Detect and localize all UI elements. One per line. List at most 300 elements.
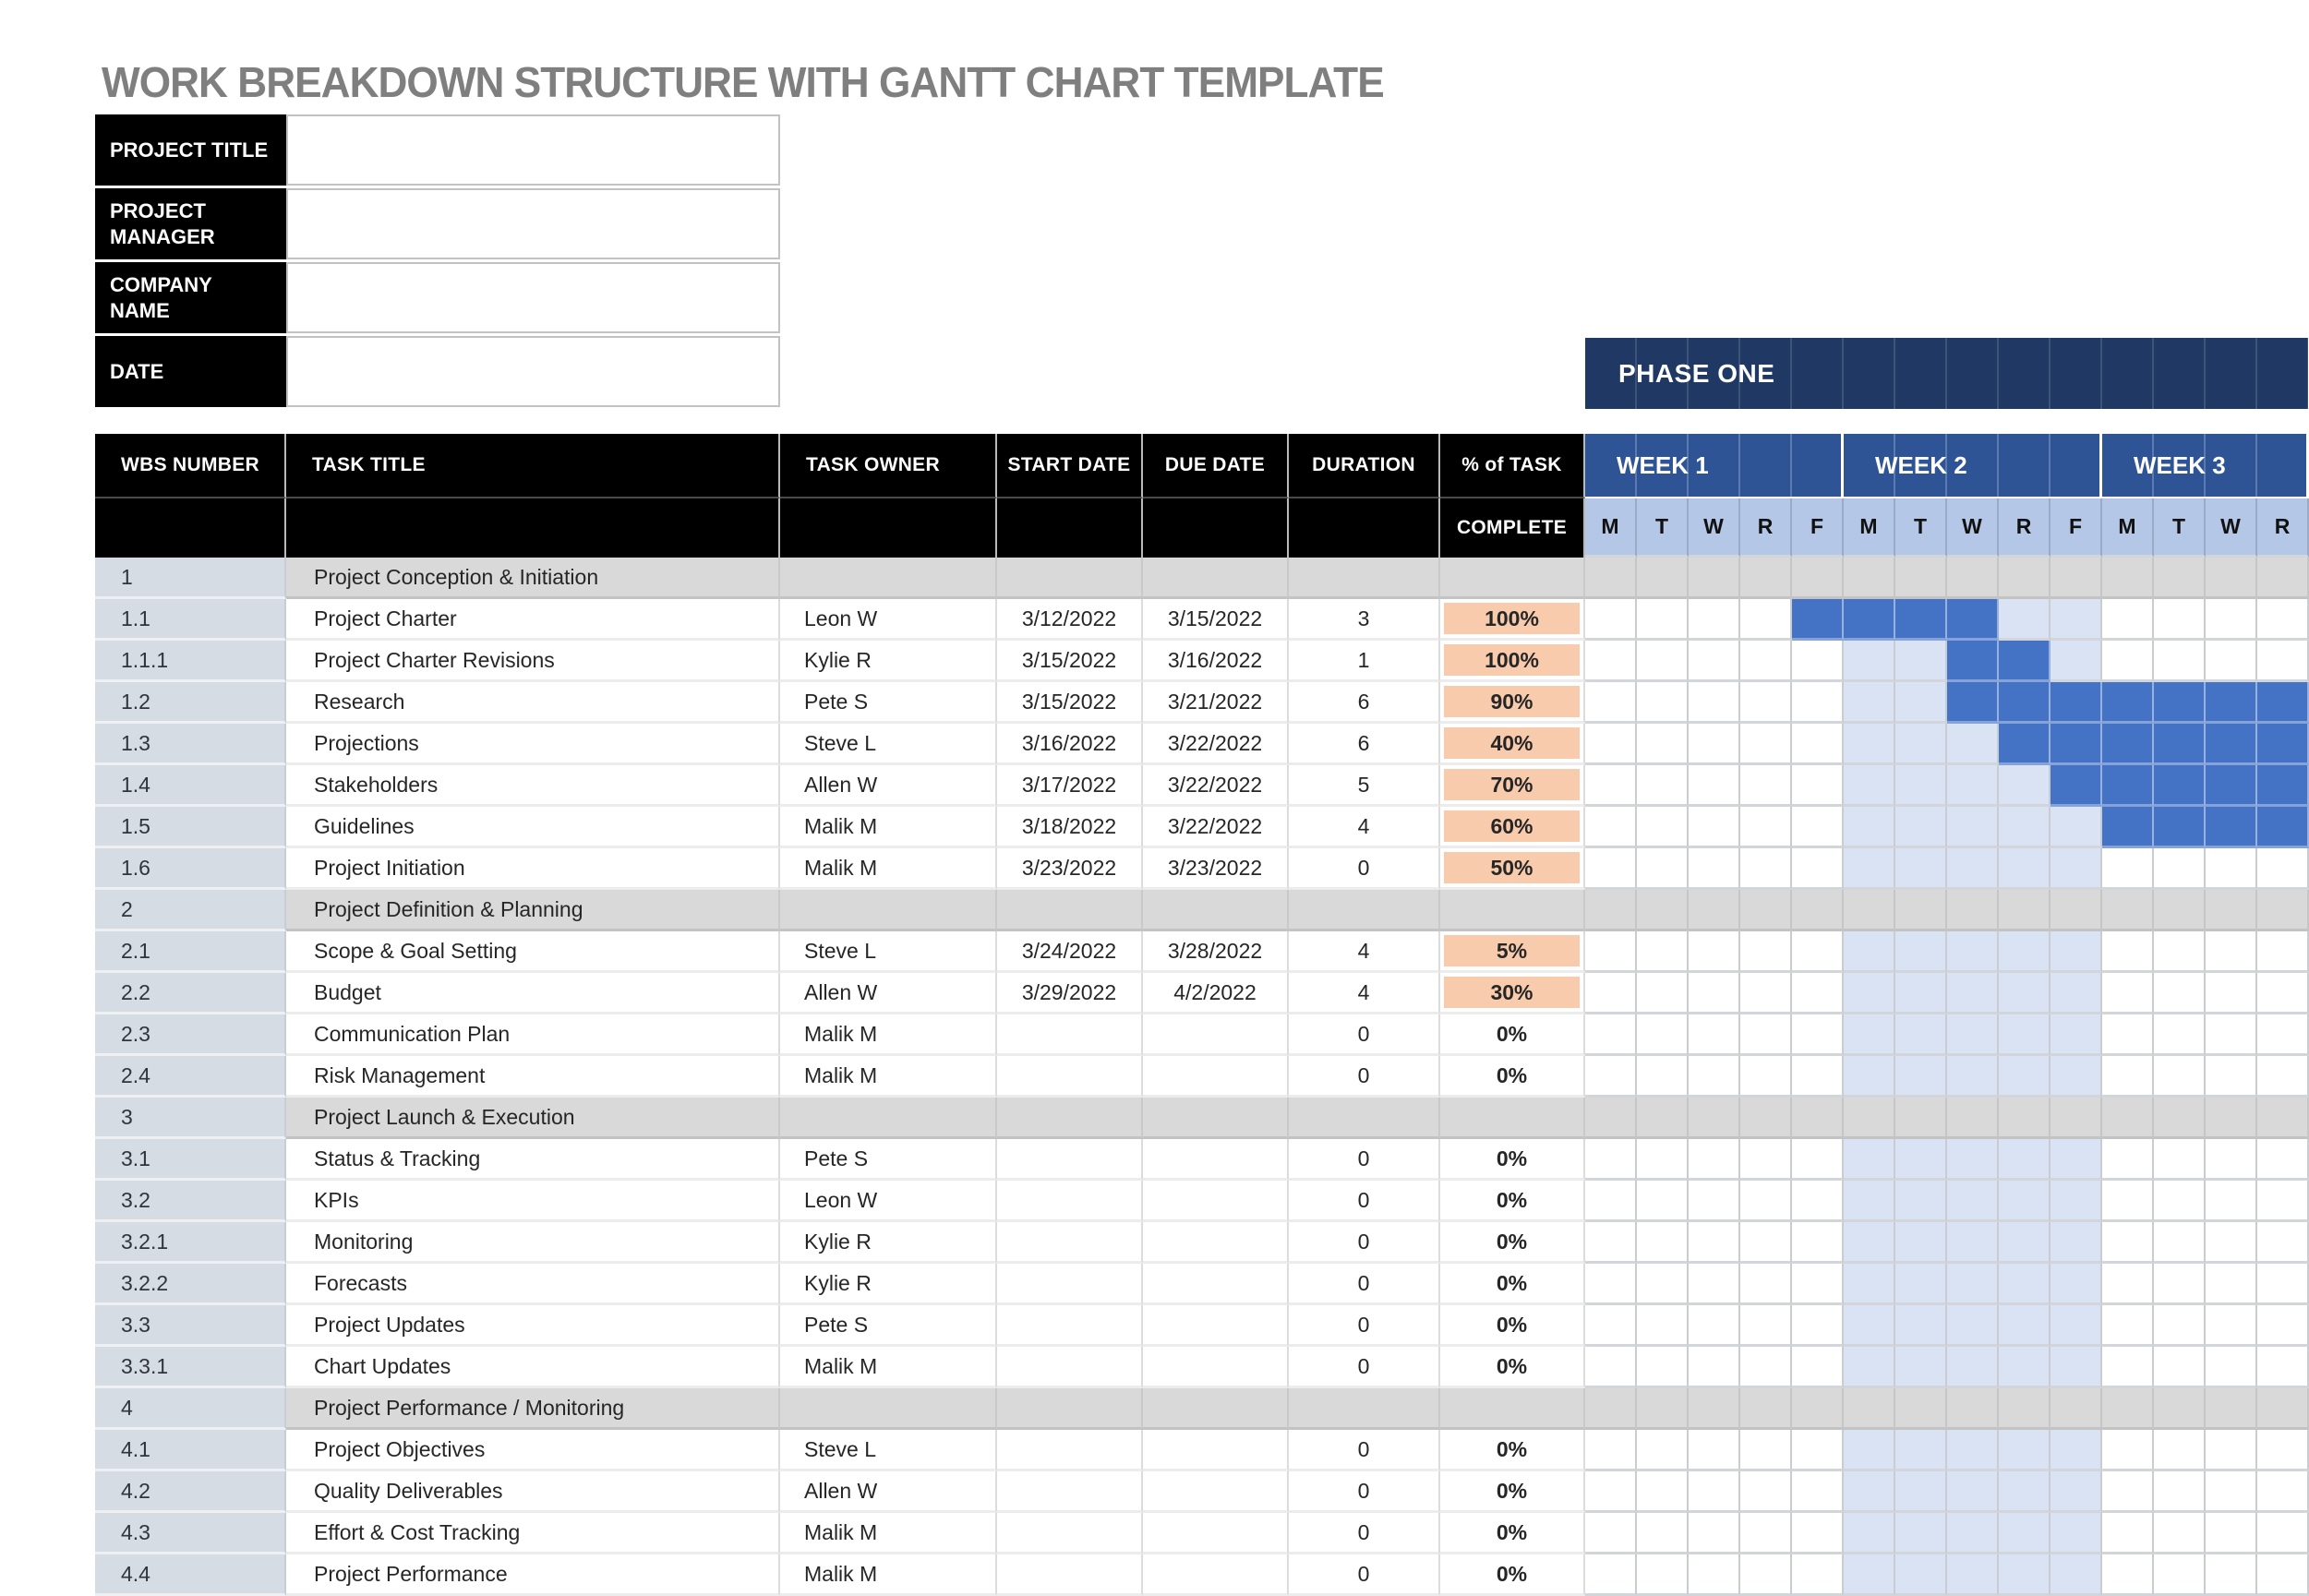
gantt-section-cell (2102, 1388, 2154, 1430)
gantt-section-cell (1947, 558, 1999, 599)
gantt-cell (1585, 1139, 1637, 1181)
gantt-band-cell (2050, 1222, 2102, 1264)
task-owner-cell[interactable]: Leon W (780, 1181, 997, 1222)
wbs-cell[interactable]: 4 (95, 1388, 286, 1430)
gantt-cell (1585, 682, 1637, 724)
gantt-cell (1637, 848, 1689, 890)
gantt-cell (1792, 1056, 1844, 1098)
wbs-cell[interactable]: 3.2.2 (95, 1264, 286, 1305)
task-title-cell[interactable]: Risk Management (286, 1056, 780, 1098)
percent-complete-cell[interactable] (1440, 1098, 1585, 1139)
task-owner-cell[interactable]: Pete S (780, 682, 997, 724)
gantt-band-cell (1999, 931, 2050, 973)
percent-complete-cell[interactable]: 0% (1440, 1056, 1585, 1098)
percent-complete-cell[interactable] (1440, 1388, 1585, 1430)
task-owner-cell[interactable]: Allen W (780, 1471, 997, 1513)
gantt-bar-cell (2154, 682, 2206, 724)
task-owner-cell[interactable]: Malik M (780, 807, 997, 848)
gantt-bar-cell (2102, 682, 2154, 724)
task-title-cell[interactable]: Project Charter Revisions (286, 641, 780, 682)
gantt-section-cell (1947, 1098, 1999, 1139)
task-owner-cell[interactable]: Malik M (780, 1056, 997, 1098)
gantt-cell (1637, 1056, 1689, 1098)
task-owner-cell[interactable]: Allen W (780, 765, 997, 807)
column-header-complete: COMPLETE (1440, 498, 1585, 558)
due-date-cell[interactable]: 3/15/2022 (1143, 599, 1289, 641)
due-date-cell[interactable] (1143, 558, 1289, 599)
gantt-bar-cell (2257, 807, 2309, 848)
due-date-cell[interactable] (1143, 1056, 1289, 1098)
task-owner-cell[interactable]: Malik M (780, 1513, 997, 1554)
duration-cell[interactable]: 6 (1289, 724, 1440, 765)
duration-cell[interactable]: 3 (1289, 599, 1440, 641)
due-date-cell[interactable] (1143, 1098, 1289, 1139)
gantt-band-cell (1895, 1554, 1947, 1596)
task-owner-cell[interactable]: Malik M (780, 1554, 997, 1596)
percent-complete-cell[interactable]: 40% (1440, 724, 1585, 765)
gantt-section-cell (1844, 558, 1895, 599)
info-label-project-manager: PROJECT MANAGER (95, 188, 286, 259)
task-title-cell[interactable]: Guidelines (286, 807, 780, 848)
gantt-cell (1689, 724, 1740, 765)
gantt-cell (2206, 931, 2257, 973)
gantt-cell (1585, 765, 1637, 807)
start-date-cell[interactable]: 3/15/2022 (997, 641, 1143, 682)
start-date-cell[interactable]: 3/29/2022 (997, 973, 1143, 1014)
percent-complete-cell[interactable]: 0% (1440, 1139, 1585, 1181)
gantt-band-cell (1895, 807, 1947, 848)
due-date-cell[interactable]: 3/16/2022 (1143, 641, 1289, 682)
due-date-cell[interactable]: 3/22/2022 (1143, 765, 1289, 807)
gantt-cell (1689, 1181, 1740, 1222)
gantt-section-cell (1689, 890, 1740, 931)
task-owner-cell[interactable]: Leon W (780, 599, 997, 641)
column-header-blank-4 (1143, 498, 1289, 558)
due-date-cell[interactable] (1143, 1513, 1289, 1554)
percent-complete-cell[interactable]: 100% (1440, 641, 1585, 682)
due-date-cell[interactable]: 3/22/2022 (1143, 807, 1289, 848)
wbs-cell[interactable]: 1.1 (95, 599, 286, 641)
gantt-band-cell (1844, 1014, 1895, 1056)
wbs-cell[interactable]: 1.4 (95, 765, 286, 807)
day-header-week2-t: T (1895, 498, 1947, 558)
start-date-cell[interactable] (997, 1264, 1143, 1305)
info-value-date[interactable] (286, 336, 780, 407)
wbs-cell[interactable]: 1.2 (95, 682, 286, 724)
task-owner-cell[interactable]: Kylie R (780, 1222, 997, 1264)
task-title-cell[interactable]: Forecasts (286, 1264, 780, 1305)
task-title-cell[interactable]: Projections (286, 724, 780, 765)
duration-cell[interactable]: 4 (1289, 807, 1440, 848)
start-date-cell[interactable] (997, 1513, 1143, 1554)
gantt-cell (2102, 1014, 2154, 1056)
task-title-cell[interactable]: Project Charter (286, 599, 780, 641)
duration-cell[interactable] (1289, 890, 1440, 931)
duration-cell[interactable]: 0 (1289, 1056, 1440, 1098)
gantt-band-cell (1844, 1347, 1895, 1388)
start-date-cell[interactable]: 3/24/2022 (997, 931, 1143, 973)
gantt-cell (2206, 973, 2257, 1014)
section-title-cell[interactable]: Project Performance / Monitoring (286, 1388, 780, 1430)
task-title-cell[interactable]: Communication Plan (286, 1014, 780, 1056)
phase-one-label: PHASE ONE (1618, 358, 1775, 388)
gantt-cell (1689, 931, 1740, 973)
start-date-cell[interactable]: 3/23/2022 (997, 848, 1143, 890)
duration-cell[interactable]: 5 (1289, 765, 1440, 807)
gantt-cell (1637, 1305, 1689, 1347)
task-owner-cell[interactable]: Pete S (780, 1305, 997, 1347)
gantt-section-cell (2154, 1388, 2206, 1430)
gantt-cell (1637, 1014, 1689, 1056)
start-date-cell[interactable] (997, 1139, 1143, 1181)
gantt-band-cell (1895, 848, 1947, 890)
percent-complete-cell[interactable]: 0% (1440, 1513, 1585, 1554)
percent-complete-cell[interactable]: 70% (1440, 765, 1585, 807)
gantt-band-cell (2050, 1430, 2102, 1471)
gantt-bar-cell (2206, 682, 2257, 724)
start-date-cell[interactable] (997, 1014, 1143, 1056)
task-owner-cell[interactable]: Steve L (780, 1430, 997, 1471)
week-header-3: WEEK 3 (2102, 434, 2309, 498)
info-value-project-manager[interactable] (286, 188, 780, 259)
start-date-cell[interactable] (997, 1098, 1143, 1139)
gantt-cell (1792, 765, 1844, 807)
start-date-cell[interactable] (997, 1056, 1143, 1098)
task-title-cell[interactable]: Chart Updates (286, 1347, 780, 1388)
task-title-cell[interactable]: Research (286, 682, 780, 724)
day-header-week3-m: M (2102, 498, 2154, 558)
info-value-project-title[interactable] (286, 114, 780, 186)
wbs-cell[interactable]: 3 (95, 1098, 286, 1139)
gantt-band-cell (1844, 1056, 1895, 1098)
percent-complete-cell[interactable]: 0% (1440, 1471, 1585, 1513)
duration-cell[interactable]: 1 (1289, 641, 1440, 682)
wbs-cell[interactable]: 4.1 (95, 1430, 286, 1471)
duration-cell[interactable]: 0 (1289, 1181, 1440, 1222)
percent-complete-cell[interactable] (1440, 558, 1585, 599)
gantt-band-cell (1844, 1264, 1895, 1305)
gantt-cell (2206, 1347, 2257, 1388)
gantt-band-cell (1999, 1014, 2050, 1056)
start-date-cell[interactable]: 3/15/2022 (997, 682, 1143, 724)
start-date-cell[interactable] (997, 1347, 1143, 1388)
day-header-week1-r: R (1740, 498, 1792, 558)
gantt-section-cell (1999, 1098, 2050, 1139)
column-header-blank-0 (95, 498, 286, 558)
percent-complete-cell[interactable]: 0% (1440, 1430, 1585, 1471)
section-title-cell[interactable]: Project Conception & Initiation (286, 558, 780, 599)
duration-cell[interactable]: 0 (1289, 1305, 1440, 1347)
due-date-cell[interactable] (1143, 1347, 1289, 1388)
duration-cell[interactable]: 0 (1289, 1430, 1440, 1471)
percent-complete-cell[interactable]: 0% (1440, 1347, 1585, 1388)
due-date-cell[interactable] (1143, 1181, 1289, 1222)
week-header-2: WEEK 2 (1844, 434, 2102, 498)
task-owner-cell[interactable]: Kylie R (780, 641, 997, 682)
gantt-cell (1585, 807, 1637, 848)
gantt-band-cell (1947, 931, 1999, 973)
gantt-section-cell (1585, 1388, 1637, 1430)
wbs-cell[interactable]: 4.4 (95, 1554, 286, 1596)
duration-cell[interactable]: 0 (1289, 1513, 1440, 1554)
gantt-band-cell (1999, 599, 2050, 641)
gantt-band-cell (2050, 1554, 2102, 1596)
task-title-cell[interactable]: Effort & Cost Tracking (286, 1513, 780, 1554)
task-title-cell[interactable]: KPIs (286, 1181, 780, 1222)
percent-complete-cell[interactable]: 0% (1440, 1014, 1585, 1056)
task-title-cell[interactable]: Status & Tracking (286, 1139, 780, 1181)
duration-cell[interactable]: 4 (1289, 931, 1440, 973)
due-date-cell[interactable] (1143, 890, 1289, 931)
task-owner-cell[interactable]: Kylie R (780, 1264, 997, 1305)
due-date-cell[interactable] (1143, 1471, 1289, 1513)
task-title-cell[interactable]: Monitoring (286, 1222, 780, 1264)
start-date-cell[interactable] (997, 1471, 1143, 1513)
gantt-cell (2206, 641, 2257, 682)
duration-cell[interactable] (1289, 1098, 1440, 1139)
gantt-cell (1585, 724, 1637, 765)
task-owner-cell[interactable]: Pete S (780, 1139, 997, 1181)
wbs-cell[interactable]: 4.2 (95, 1471, 286, 1513)
gantt-bar-cell (2257, 724, 2309, 765)
gantt-band-cell (1895, 1471, 1947, 1513)
wbs-cell[interactable]: 3.1 (95, 1139, 286, 1181)
task-title-cell[interactable]: Budget (286, 973, 780, 1014)
section-title-cell[interactable]: Project Launch & Execution (286, 1098, 780, 1139)
wbs-cell[interactable]: 1.6 (95, 848, 286, 890)
task-owner-cell[interactable]: Steve L (780, 724, 997, 765)
gantt-section-cell (2050, 1098, 2102, 1139)
percent-complete-cell[interactable]: 0% (1440, 1264, 1585, 1305)
gantt-cell (1792, 1139, 1844, 1181)
gantt-cell (1585, 1513, 1637, 1554)
task-owner-cell[interactable] (780, 558, 997, 599)
task-title-cell[interactable]: Project Initiation (286, 848, 780, 890)
task-owner-cell[interactable] (780, 1388, 997, 1430)
gantt-cell (1585, 599, 1637, 641)
gantt-cell (2257, 931, 2309, 973)
due-date-cell[interactable]: 4/2/2022 (1143, 973, 1289, 1014)
wbs-cell[interactable]: 2.4 (95, 1056, 286, 1098)
start-date-cell[interactable]: 3/17/2022 (997, 765, 1143, 807)
gantt-band-cell (1999, 1056, 2050, 1098)
gantt-cell (2102, 1181, 2154, 1222)
gantt-cell (2257, 1014, 2309, 1056)
task-owner-cell[interactable]: Malik M (780, 848, 997, 890)
gantt-cell (1585, 1222, 1637, 1264)
wbs-cell[interactable]: 4.3 (95, 1513, 286, 1554)
wbs-cell[interactable]: 3.3 (95, 1305, 286, 1347)
duration-cell[interactable] (1289, 558, 1440, 599)
gantt-cell (1637, 1347, 1689, 1388)
gantt-cell (2102, 848, 2154, 890)
gantt-cell (2206, 1014, 2257, 1056)
gantt-band-cell (1999, 1554, 2050, 1596)
wbs-cell[interactable]: 3.2.1 (95, 1222, 286, 1264)
task-title-cell[interactable]: Scope & Goal Setting (286, 931, 780, 973)
percent-complete-cell[interactable]: 100% (1440, 599, 1585, 641)
gantt-section-cell (2050, 558, 2102, 599)
task-title-cell[interactable]: Project Updates (286, 1305, 780, 1347)
gantt-cell (2257, 848, 2309, 890)
start-date-cell[interactable]: 3/12/2022 (997, 599, 1143, 641)
duration-cell[interactable]: 6 (1289, 682, 1440, 724)
gantt-cell (1689, 1014, 1740, 1056)
task-owner-cell[interactable]: Allen W (780, 973, 997, 1014)
column-header-blank-3 (997, 498, 1143, 558)
gantt-band-cell (1844, 931, 1895, 973)
gantt-section-cell (1844, 1098, 1895, 1139)
start-date-cell[interactable]: 3/16/2022 (997, 724, 1143, 765)
duration-cell[interactable] (1289, 1388, 1440, 1430)
gantt-cell (1637, 1181, 1689, 1222)
gantt-cell (1740, 1222, 1792, 1264)
due-date-cell[interactable]: 3/28/2022 (1143, 931, 1289, 973)
percent-complete-cell[interactable] (1440, 890, 1585, 931)
wbs-cell[interactable]: 1.3 (95, 724, 286, 765)
percent-complete-cell[interactable]: 0% (1440, 1181, 1585, 1222)
gantt-band-cell (1999, 1264, 2050, 1305)
gantt-cell (1585, 1554, 1637, 1596)
due-date-cell[interactable]: 3/22/2022 (1143, 724, 1289, 765)
gantt-cell (2257, 1347, 2309, 1388)
duration-cell[interactable]: 0 (1289, 1347, 1440, 1388)
gantt-cell (1585, 1471, 1637, 1513)
task-title-cell[interactable]: Project Objectives (286, 1430, 780, 1471)
gantt-section-cell (2154, 890, 2206, 931)
wbs-cell[interactable]: 1.5 (95, 807, 286, 848)
gantt-band-cell (1947, 1554, 1999, 1596)
percent-complete-cell[interactable]: 90% (1440, 682, 1585, 724)
start-date-cell[interactable] (997, 1430, 1143, 1471)
due-date-cell[interactable]: 3/23/2022 (1143, 848, 1289, 890)
duration-cell[interactable]: 0 (1289, 1264, 1440, 1305)
section-title-cell[interactable]: Project Definition & Planning (286, 890, 780, 931)
duration-cell[interactable]: 0 (1289, 1554, 1440, 1596)
task-title-cell[interactable]: Stakeholders (286, 765, 780, 807)
start-date-cell[interactable] (997, 1181, 1143, 1222)
task-title-cell[interactable]: Project Performance (286, 1554, 780, 1596)
start-date-cell[interactable]: 3/18/2022 (997, 807, 1143, 848)
task-title-cell[interactable]: Quality Deliverables (286, 1471, 780, 1513)
gantt-cell (1637, 1513, 1689, 1554)
gantt-band-cell (1947, 724, 1999, 765)
gantt-cell (2154, 1056, 2206, 1098)
info-label-project-title: PROJECT TITLE (95, 114, 286, 186)
gantt-cell (2102, 1347, 2154, 1388)
due-date-cell[interactable] (1143, 1554, 1289, 1596)
duration-cell[interactable]: 0 (1289, 1014, 1440, 1056)
percent-complete-cell[interactable]: 0% (1440, 1222, 1585, 1264)
gantt-cell (1689, 1430, 1740, 1471)
due-date-cell[interactable] (1143, 1222, 1289, 1264)
gantt-band-cell (1947, 1305, 1999, 1347)
page-title: WORK BREAKDOWN STRUCTURE WITH GANTT CHART TEMPLATE (102, 58, 1384, 106)
due-date-cell[interactable] (1143, 1139, 1289, 1181)
percent-complete-cell[interactable]: 5% (1440, 931, 1585, 973)
gantt-cell (1637, 682, 1689, 724)
gantt-cell (2154, 1305, 2206, 1347)
gantt-band-cell (1999, 1139, 2050, 1181)
duration-cell[interactable]: 0 (1289, 1139, 1440, 1181)
start-date-cell[interactable] (997, 890, 1143, 931)
day-header-week2-r: R (1999, 498, 2050, 558)
gantt-cell (2257, 1430, 2309, 1471)
due-date-cell[interactable] (1143, 1264, 1289, 1305)
percent-complete-cell[interactable]: 0% (1440, 1554, 1585, 1596)
due-date-cell[interactable]: 3/21/2022 (1143, 682, 1289, 724)
gantt-cell (1792, 682, 1844, 724)
percent-complete-cell[interactable]: 60% (1440, 807, 1585, 848)
gantt-bar-cell (1999, 724, 2050, 765)
gantt-section-cell (1947, 1388, 1999, 1430)
due-date-cell[interactable] (1143, 1388, 1289, 1430)
percent-complete-cell[interactable]: 50% (1440, 848, 1585, 890)
gantt-cell (1689, 1222, 1740, 1264)
start-date-cell[interactable] (997, 558, 1143, 599)
task-owner-cell[interactable]: Malik M (780, 1347, 997, 1388)
gantt-bar-cell (2154, 724, 2206, 765)
gantt-section-cell (2102, 890, 2154, 931)
gantt-band-cell (1895, 724, 1947, 765)
column-header-blank-2 (780, 498, 997, 558)
percent-complete-cell[interactable]: 30% (1440, 973, 1585, 1014)
gantt-cell (1740, 807, 1792, 848)
wbs-cell[interactable]: 3.2 (95, 1181, 286, 1222)
gantt-section-cell (1947, 890, 1999, 931)
task-owner-cell[interactable]: Steve L (780, 931, 997, 973)
duration-cell[interactable]: 0 (1289, 1222, 1440, 1264)
gantt-cell (2206, 1513, 2257, 1554)
gantt-band-cell (1844, 1430, 1895, 1471)
wbs-cell[interactable]: 2.2 (95, 973, 286, 1014)
due-date-cell[interactable] (1143, 1305, 1289, 1347)
project-info-table (95, 114, 780, 407)
wbs-cell[interactable]: 2.3 (95, 1014, 286, 1056)
percent-complete-cell[interactable]: 0% (1440, 1305, 1585, 1347)
gantt-cell (2154, 1181, 2206, 1222)
start-date-cell[interactable] (997, 1222, 1143, 1264)
start-date-cell[interactable] (997, 1554, 1143, 1596)
gantt-cell (1792, 1513, 1844, 1554)
duration-cell[interactable]: 4 (1289, 973, 1440, 1014)
task-owner-cell[interactable] (780, 890, 997, 931)
wbs-cell[interactable]: 2 (95, 890, 286, 931)
wbs-cell[interactable]: 1.1.1 (95, 641, 286, 682)
wbs-cell[interactable]: 2.1 (95, 931, 286, 973)
gantt-section-cell (1585, 890, 1637, 931)
due-date-cell[interactable] (1143, 1430, 1289, 1471)
gantt-cell (1792, 1347, 1844, 1388)
duration-cell[interactable]: 0 (1289, 848, 1440, 890)
gantt-cell (1792, 807, 1844, 848)
info-value-company-name[interactable] (286, 262, 780, 333)
gantt-band-cell (2050, 1181, 2102, 1222)
gantt-band-cell (1999, 1513, 2050, 1554)
start-date-cell[interactable] (997, 1388, 1143, 1430)
wbs-cell[interactable]: 3.3.1 (95, 1347, 286, 1388)
wbs-cell[interactable]: 1 (95, 558, 286, 599)
gantt-band-cell (2050, 1305, 2102, 1347)
due-date-cell[interactable] (1143, 1014, 1289, 1056)
task-owner-cell[interactable] (780, 1098, 997, 1139)
task-owner-cell[interactable]: Malik M (780, 1014, 997, 1056)
duration-cell[interactable]: 0 (1289, 1471, 1440, 1513)
start-date-cell[interactable] (997, 1305, 1143, 1347)
gantt-cell (1585, 931, 1637, 973)
gantt-cell (2257, 1513, 2309, 1554)
gantt-cell (2102, 599, 2154, 641)
